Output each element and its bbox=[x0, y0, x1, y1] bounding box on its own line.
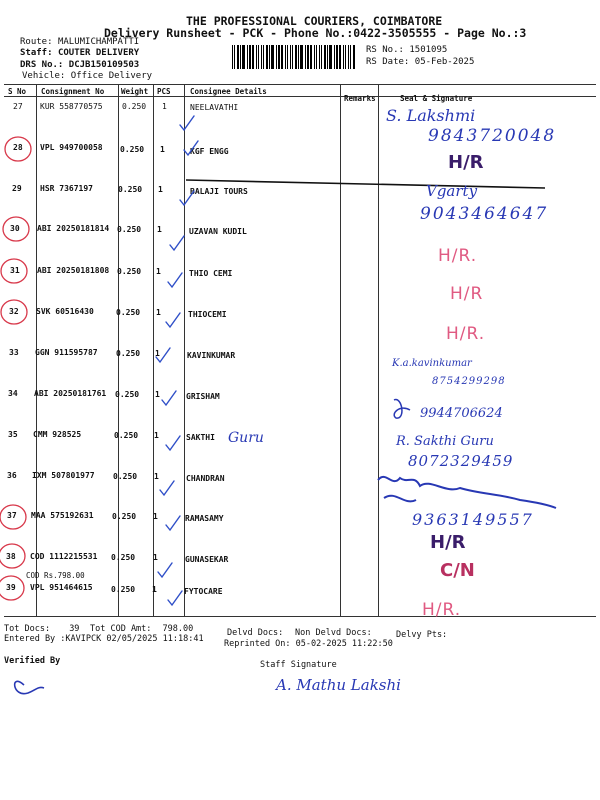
row-circle-mark bbox=[0, 544, 25, 568]
row-weight: 0.250 bbox=[116, 349, 141, 358]
row-sno: 33 bbox=[9, 348, 19, 357]
row-weight: 0.250 bbox=[111, 553, 136, 562]
vehicle-value: Office Delivery bbox=[70, 71, 153, 81]
row-consignment: KUR 558770575 bbox=[40, 102, 103, 111]
route-value: MALUMICHAMPATTI bbox=[57, 37, 140, 47]
route-label: Route: bbox=[20, 37, 53, 47]
row-weight: 0.250 bbox=[117, 225, 142, 234]
tot-docs-value: 39 bbox=[69, 624, 80, 634]
row-pcs: 1 bbox=[160, 145, 165, 154]
row-circle-mark bbox=[0, 505, 26, 529]
row-circle-mark bbox=[5, 137, 31, 161]
row-sno: 31 bbox=[10, 266, 20, 275]
rs-date-value: 05-Feb-2025 bbox=[414, 57, 475, 67]
tot-cod bbox=[90, 624, 193, 634]
row-consignment: IXM 507801977 bbox=[32, 471, 95, 480]
row-sno: 28 bbox=[13, 143, 23, 152]
row-pcs: 1 bbox=[156, 308, 161, 317]
tick-mark bbox=[162, 391, 176, 405]
row-consignment: VPL 949700058 bbox=[40, 143, 103, 152]
row-circle-mark bbox=[3, 217, 29, 241]
row-weight: 0.250 bbox=[115, 390, 140, 399]
row-circle-mark bbox=[1, 259, 27, 283]
hr-stamp: H/R bbox=[430, 532, 466, 553]
row-consignment: SVK 60516430 bbox=[36, 307, 94, 316]
row-pcs: 1 bbox=[153, 553, 158, 562]
handwritten-phone: 9944706624 bbox=[420, 406, 503, 421]
staff-signature: A. Mathu Lakshi bbox=[276, 676, 401, 694]
row-pcs: 1 bbox=[152, 585, 157, 594]
col-header-pcs: PCS bbox=[157, 87, 171, 96]
hr-stamp: H/R bbox=[448, 152, 484, 173]
tick-mark bbox=[166, 516, 180, 530]
row-weight: 0.250 bbox=[111, 585, 136, 594]
row-weight: 0.250 bbox=[114, 431, 139, 440]
row-consignment: CMM 928525 bbox=[33, 430, 82, 439]
row-pcs: 1 bbox=[154, 431, 159, 440]
row-pcs: 1 bbox=[155, 349, 160, 358]
row-sno: 36 bbox=[7, 471, 17, 480]
row-consignment: ABI 20250181761 bbox=[34, 389, 107, 398]
row-sno: 32 bbox=[9, 307, 19, 316]
col-header-seal: Seal & Signature bbox=[400, 94, 473, 103]
row-consignee: THIO CEMI bbox=[189, 269, 233, 278]
row-weight: 0.250 bbox=[120, 145, 145, 154]
cod-amount-note: COD Rs.798.00 bbox=[26, 571, 85, 580]
row-consignee: BALAJI TOURS bbox=[190, 187, 248, 196]
row-circle-mark bbox=[0, 576, 24, 600]
row-pcs: 1 bbox=[155, 390, 160, 399]
signature-scribble bbox=[378, 477, 556, 508]
handwritten-phone: 9363149557 bbox=[412, 510, 534, 529]
handwritten-phone: 9043464647 bbox=[420, 204, 549, 224]
col-header-consignee: Consignee Details bbox=[190, 87, 267, 96]
row-consignee: GRISHAM bbox=[186, 392, 220, 401]
handwritten-signature: Vgarty bbox=[426, 182, 478, 200]
tot-docs bbox=[4, 624, 79, 634]
row-sno: 37 bbox=[7, 511, 17, 520]
row-sno: 39 bbox=[6, 583, 16, 592]
col-header-remarks: Remarks bbox=[344, 94, 376, 103]
delvd-docs: Delvd Docs: bbox=[227, 628, 284, 638]
staff-label: Staff: bbox=[20, 48, 53, 58]
row-sno: 35 bbox=[8, 430, 18, 439]
handwritten-signature: S. Lakshmi bbox=[386, 106, 476, 125]
delvy-pts: Delvy Pts: bbox=[396, 630, 448, 640]
row-consignee: KGF ENGG bbox=[190, 147, 229, 156]
page-title: THE PROFESSIONAL COURIERS, COIMBATORE bbox=[186, 14, 443, 28]
row-consignee: CHANDRAN bbox=[186, 474, 225, 483]
tick-mark bbox=[170, 236, 184, 250]
row-weight: 0.250 bbox=[116, 308, 141, 317]
page-subtitle: Delivery Runsheet - PCK - Phone No.:0422-3505555 - Page No.:3 bbox=[104, 26, 527, 40]
row-consignee: UZAVAN KUDIL bbox=[189, 227, 247, 236]
tick-mark bbox=[166, 313, 180, 327]
non-delvd-docs: Non Delvd Docs: bbox=[295, 628, 372, 638]
row-consignee: FYTOCARE bbox=[184, 587, 223, 596]
row-weight: 0.250 bbox=[122, 102, 147, 111]
staff-value: COUTER DELIVERY bbox=[57, 48, 140, 58]
row-consignee: NEELAVATHI bbox=[190, 103, 239, 112]
row-consignment: MAA 575192631 bbox=[31, 511, 94, 520]
handwritten-phone: 8072329459 bbox=[408, 452, 514, 470]
tick-mark bbox=[160, 481, 174, 495]
row-sno: 27 bbox=[13, 102, 23, 111]
verified-by-label: Verified By bbox=[4, 656, 61, 666]
tick-mark bbox=[168, 591, 182, 605]
row-consignee: SAKTHI bbox=[186, 433, 215, 442]
hr-stamp: H/R. bbox=[446, 324, 486, 344]
hr-stamp: H/R bbox=[450, 284, 484, 304]
row-consignee: KAVINKUMAR bbox=[187, 351, 236, 360]
strike-line bbox=[186, 180, 545, 188]
row-pcs: 1 bbox=[162, 102, 167, 111]
col-header-weight: Weight bbox=[121, 87, 149, 96]
row-consignee: RAMASAMY bbox=[185, 514, 224, 523]
rs-no-label: RS No.: bbox=[366, 45, 404, 55]
row-sno: 30 bbox=[10, 224, 20, 233]
rs-no-value: 1501095 bbox=[409, 45, 448, 55]
drs-label: DRS No.: bbox=[20, 60, 64, 70]
row-consignment: ABI 20250181814 bbox=[37, 224, 110, 233]
cn-stamp: C/N bbox=[440, 560, 475, 581]
tot-cod-value: 798.00 bbox=[162, 624, 194, 634]
row-consignment: VPL 951464615 bbox=[30, 583, 93, 592]
reprinted-on: Reprinted On: 05-02-2025 11:22:50 bbox=[224, 639, 393, 649]
handwritten-phone: 8754299298 bbox=[432, 376, 506, 387]
row-sno: 29 bbox=[12, 184, 22, 193]
row-consignment: COD 1112215531 bbox=[30, 552, 98, 561]
tick-mark bbox=[168, 273, 182, 287]
tick-mark bbox=[156, 348, 170, 362]
row-consignment: HSR 7367197 bbox=[40, 184, 93, 193]
handwritten-phone: 9843720048 bbox=[428, 126, 557, 146]
tick-mark bbox=[158, 563, 172, 577]
vehicle-label: Vehicle: bbox=[22, 71, 66, 81]
row-weight: 0.250 bbox=[113, 472, 138, 481]
handwritten-signature: R. Sakthi Guru bbox=[396, 434, 494, 449]
row-consignment: GGN 911595787 bbox=[35, 348, 98, 357]
hr-stamp: H/R. bbox=[422, 600, 462, 620]
row-pcs: 1 bbox=[158, 185, 163, 194]
tot-docs-label: Tot Docs: bbox=[4, 624, 51, 634]
handwritten-signature: K.a.kavinkumar bbox=[392, 358, 472, 369]
entered-by: Entered By :KAVIPCK 02/05/2025 11:18:41 bbox=[4, 634, 204, 644]
row-weight: 0.250 bbox=[112, 512, 137, 521]
row-weight: 0.250 bbox=[118, 185, 143, 194]
signature-scribble bbox=[394, 400, 410, 419]
tick-mark bbox=[166, 436, 180, 450]
signature-scribble bbox=[384, 496, 416, 502]
tick-mark bbox=[180, 191, 194, 205]
col-header-consignment: Consignment No bbox=[41, 87, 105, 96]
row-sno: 38 bbox=[6, 552, 16, 561]
row-consignee: THIOCEMI bbox=[188, 310, 227, 319]
col-header-sno: S No bbox=[8, 87, 27, 96]
tick-mark bbox=[184, 141, 198, 155]
tot-cod-label: Tot COD Amt: bbox=[90, 624, 152, 634]
row-pcs: 1 bbox=[157, 225, 162, 234]
staff-signature-label: Staff Signature bbox=[260, 660, 337, 670]
row-consignment: ABI 20250181808 bbox=[37, 266, 110, 275]
rs-date-label: RS Date: bbox=[366, 57, 410, 67]
row-circle-mark bbox=[1, 300, 27, 324]
row-pcs: 1 bbox=[153, 512, 158, 521]
row-sno: 34 bbox=[8, 389, 18, 398]
row-pcs: 1 bbox=[154, 472, 159, 481]
row-consignee: GUNASEKAR bbox=[185, 555, 229, 564]
row-pcs: 1 bbox=[156, 267, 161, 276]
tick-mark bbox=[180, 116, 194, 130]
row-weight: 0.250 bbox=[117, 267, 142, 276]
drs-value: DCJB150109503 bbox=[68, 60, 140, 70]
hr-stamp: H/R. bbox=[438, 246, 478, 266]
handwritten-note: Guru bbox=[228, 430, 264, 446]
